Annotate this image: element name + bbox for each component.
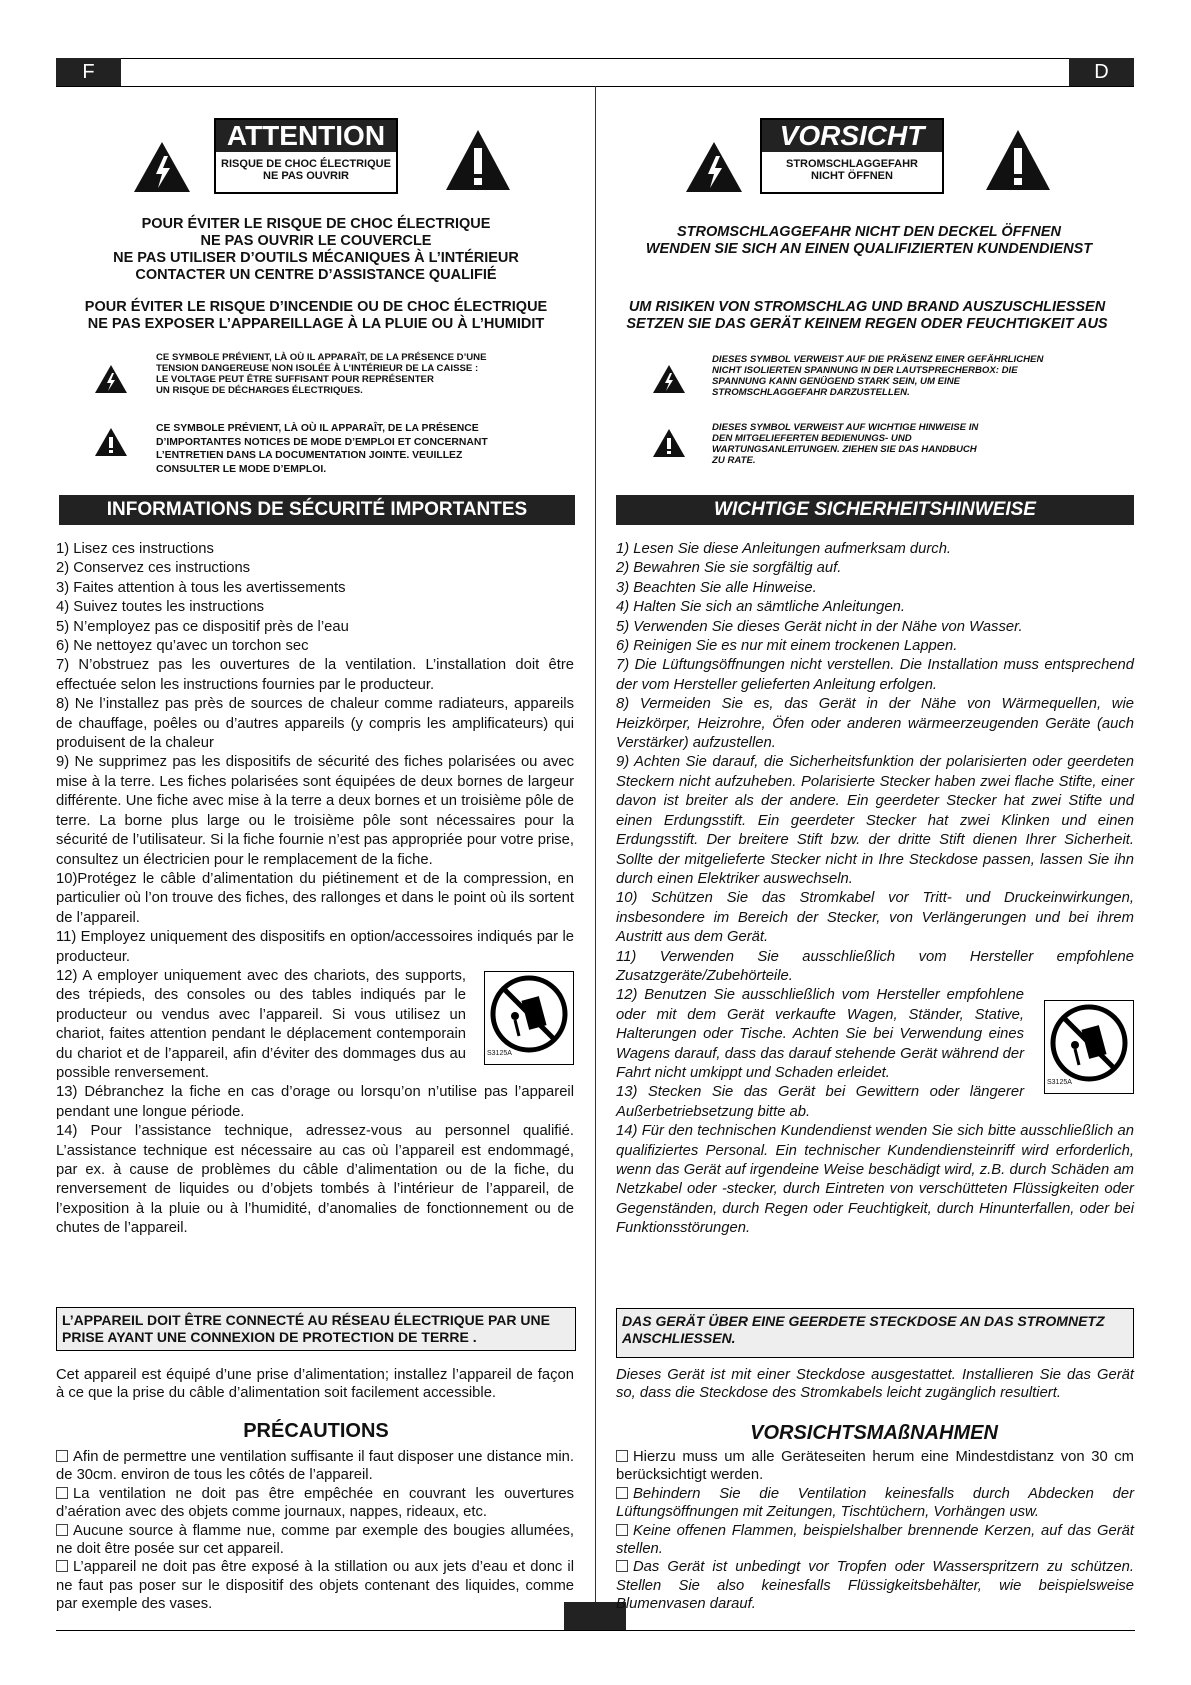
lightning-warning-icon bbox=[132, 140, 192, 194]
column-divider bbox=[595, 86, 596, 1631]
fire-instructions: POUR ÉVITER LE RISQUE D’INCENDIE OU DE CHOC ÉLECTRIQUE NE PAS EXPOSER L’APPAREILLAGE À LA PLUIE OU À L’HUMIDIT bbox=[84, 299, 548, 332]
lightning-symbol-icon bbox=[94, 364, 128, 394]
list-item: 3) Faites attention à tous les avertissements bbox=[56, 579, 346, 596]
exclamation-warning-icon bbox=[984, 128, 1052, 192]
ground-notice: L’APPAREIL DOIT ÊTRE CONNECTÉ AU RÉSEAU ÉLECTRIQUE PAR UNE PRISE AYANT UNE CONNEXION DE PROTECTION DE TERRE . bbox=[56, 1307, 576, 1351]
fire-instructions: UM RISIKEN VON STROMSCHLAG UND BRAND AUSZUSCHLIESSEN SETZEN SIE DAS GERÄT KEINEM REGEN ODER FEUCHTIGKEIT AUS bbox=[626, 299, 1108, 332]
precaution-item: Aucune source à flamme nue, comme par exemple des bougies allumées, ne doit être posée sur cet appareil. bbox=[56, 1522, 574, 1558]
list-item: 14) Pour l’assistance technique, adressez-vous au personnel qualifié. L’assistance technique est nécessaire au cas où l’appareil est endommagé, par ex. à cause de problèmes du câble d’alimentation ou de la fiche, du renversement de liquides ou d’objets tombés à l’intérieur de l’appareil, de l’exposition à la pluie ou à l’humidité, d’anomalies de fonctionnement ou de chutes de l’appareil. bbox=[56, 1123, 574, 1237]
list-item: 4) Halten Sie sich an sämtliche Anleitungen. bbox=[616, 599, 905, 616]
list-item: 3) Beachten Sie alle Hinweise. bbox=[616, 579, 817, 596]
list-item: 8) Ne l’installez pas près de sources de chaleur comme radiateurs, appareils de chauffage, poêles ou d’autres appareils (y compris les amplificateurs) qui produisent de la chaleur bbox=[56, 696, 574, 752]
safety-section-title: INFORMATIONS DE SÉCURITÉ IMPORTANTES bbox=[59, 495, 575, 525]
exclamation-symbol-text: CE SYMBOLE PRÉVIENT, LÀ OÙ IL APPARAÎT, DE LA PRÉSENCE D’IMPORTANTES NOTICES DE MODE D’EMPLOI ET CONCERNANT L’ENTRETIEN DANS LA DOCUMENTATION JOINTE. VEUILLEZ CONSULTER LE MODE D’EMPLOI. bbox=[156, 423, 488, 475]
precaution-item: L’appareil ne doit pas être exposé à la stillation ou aux jets d’eau et donc il ne faut pas poser sur le dispositif des objets contenant des liquides, comme par exemple des vases. bbox=[56, 1559, 574, 1613]
list-item: 8) Vermeiden Sie es, das Gerät in der Nähe von Wärmequellen, wie Heizkörper, Heizrohre, Öfen oder anderen wärmeerzeugenden Geräte (auch Verstärker) aufzustellen. bbox=[616, 696, 1134, 752]
cart-code: S3125A bbox=[487, 1049, 512, 1057]
ground-notice: DAS GERÄT ÜBER EINE GEERDETE STECKDOSE AN DAS STROMNETZ ANSCHLIESSEN. bbox=[616, 1308, 1134, 1358]
lightning-symbol-text: DIESES SYMBOL VERWEIST AUF DIE PRÄSENZ EINER GEFÄHRLICHEN NICHT ISOLIERTEN SPANNUNG IN DER LAUTSPRECHERBOX: DIE SPANNUNG KANN GENÜGEND STARK SEIN, UM EINE STROMSCHLAGGEFAHR DARZUSTELLEN. bbox=[712, 354, 1044, 398]
lightning-warning-icon bbox=[684, 140, 744, 194]
warning-sub2: NICHT ÖFFNEN bbox=[811, 170, 893, 182]
precautions-list bbox=[616, 1448, 1134, 1614]
exclamation-symbol-text: DIESES SYMBOL VERWEIST AUF WICHTIGE HINWEISE IN DEN MITGELIEFERTEN BEDIENUNGS- UND WARTUNGSANLEITUNGEN. ZIEHEN SIE DAS HANDBUCH ZU RATE. bbox=[712, 422, 979, 466]
precaution-item: La ventilation ne doit pas être empêchée en couvrant les ouvertures d’aération avec des objets comme journaux, nappes, rideaux, etc. bbox=[56, 1485, 574, 1521]
checkbox-square-icon bbox=[56, 1450, 68, 1462]
lang-tab-left: F bbox=[56, 58, 121, 86]
list-item: 10) Schützen Sie das Stromkabel vor Tritt- und Druckeinwirkungen, insbesondere im Bereich der Stecker, von Verlängerungen und bei ihrem Austritt aus dem Gerät. bbox=[616, 890, 1134, 946]
precaution-item: Afin de permettre une ventilation suffisante il faut disposer une distance min. de 30cm. environ de tous les côtés de l’appareil. bbox=[56, 1449, 574, 1484]
exclamation-symbol-icon bbox=[652, 428, 686, 458]
warning-sub2: NE PAS OUVRIR bbox=[263, 170, 349, 182]
list-item: 5) N’employez pas ce dispositif près de l’eau bbox=[56, 618, 349, 635]
list-item: 5) Verwenden Sie dieses Gerät nicht in der Nähe von Wasser. bbox=[616, 618, 1023, 635]
shock-instructions: STROMSCHLAGGEFAHR NICHT DEN DECKEL ÖFFNEN WENDEN SIE SICH AN EINEN QUALIFIZIERTEN KUNDENDIENST bbox=[645, 224, 1093, 257]
list-item: 1) Lisez ces instructions bbox=[56, 541, 214, 557]
language-bar bbox=[56, 58, 1134, 86]
safety-list bbox=[56, 540, 574, 1239]
lightning-symbol-text: CE SYMBOLE PRÉVIENT, LÀ OÙ IL APPARAÎT, DE LA PRÉSENCE D’UNE TENSION DANGEREUSE NON ISOLÉE À L’INTÉRIEUR DE LA CAISSE : LE VOLTAGE PEUT ÊTRE SUFFISANT POUR REPRÉSENTER UN RISQUE DE DÉCHARGES ÉLECTRIQUES. bbox=[156, 352, 487, 396]
warning-sub1: STROMSCHLAGGEFAHR bbox=[786, 158, 918, 170]
list-item: 13) Débranchez la fiche en cas d’orage ou lorsqu’on n’utilise pas l’appareil pendant une longue période. bbox=[56, 1084, 574, 1120]
plug-paragraph: Dieses Gerät ist mit einer Steckdose ausgestattet. Installieren Sie das Gerät so, dass die Steckdose des Stromkabels leicht zugänglich resultiert. bbox=[616, 1367, 1134, 1402]
list-item: 7) N’obstruez pas les ouvertures de la ventilation. L’installation doit être effectuée selon les instructions fournies par le producteur. bbox=[56, 657, 574, 693]
checkbox-square-icon bbox=[616, 1450, 628, 1462]
precaution-item: Keine offenen Flammen, beispielshalber brennende Kerzen, auf das Gerät stellen. bbox=[616, 1522, 1134, 1558]
list-item: 9) Achten Sie darauf, die Sicherheitsfunktion der polarisierten oder geerdeten Steckern nicht aufzuheben. Polarisierte Stecker haben zwei flache Stifte, einer davon ist breiter als der andere. Ein geerdeter Stecker hat zwei Stifte und einen Erdungsstift. Ein geerdeter Stecker hat zwei Klinken und einen Erdungsstift. Der breitere Stift bzw. der dritte Stift dienen Ihrer Sicherheit. Sollte der mitgelieferte Stecker nicht in Ihre Steckdose passen, lassen Sie ihn durch einen Elektriker auswechseln. bbox=[616, 754, 1134, 887]
list-item: 7) Die Lüftungsöffnungen nicht verstellen. Die Installation muss entsprechend der vom Hersteller gelieferten Anleitung erfolgen. bbox=[616, 657, 1134, 693]
plug-paragraph: Cet appareil est équipé d’une prise d’alimentation; installez l’appareil de façon à ce que la prise du câble d’alimentation soit facilement accessible. bbox=[56, 1367, 574, 1402]
list-item: 6) Ne nettoyez qu’avec un torchon sec bbox=[56, 638, 309, 655]
list-item: 1) Lesen Sie diese Anleitungen aufmerksam durch. bbox=[616, 541, 952, 557]
precautions-list bbox=[56, 1448, 574, 1614]
warning-title: VORSICHT bbox=[762, 120, 942, 152]
lang-tab-right: D bbox=[1069, 58, 1134, 86]
list-item: 11) Verwenden Sie ausschließlich vom Hersteller empfohlene Zusatzgeräte/Zubehörteile. bbox=[616, 948, 1134, 984]
precaution-item: Das Gerät ist unbedingt vor Tropfen oder Wasserspritzern zu schützen. Stellen Sie also keinesfalls Flüssigkeitsbehälter, wie beispielsweise Blumenvasen darauf. bbox=[616, 1559, 1134, 1613]
precaution-item: Behindern Sie die Ventilation keinesfalls durch Abdecken der Lüftungsöffnungen mit Zeitungen, Tischtüchern, Vorhängen usw. bbox=[616, 1485, 1134, 1521]
list-item: 11) Employez uniquement des dispositifs en option/accessoires indiqués par le producteur. bbox=[56, 929, 574, 965]
list-item: 13) Stecken Sie das Gerät bei Gewittern oder längerer Außerbetriebsetzung bitte ab. bbox=[616, 1084, 1024, 1120]
exclamation-symbol-icon bbox=[94, 427, 128, 457]
warning-label-box bbox=[214, 118, 398, 194]
checkbox-square-icon bbox=[56, 1524, 68, 1536]
bottom-rule bbox=[56, 1630, 1135, 1631]
safety-list bbox=[616, 540, 1134, 1239]
warning-label-box bbox=[760, 118, 944, 194]
checkbox-square-icon bbox=[616, 1487, 628, 1499]
precaution-item: Hierzu muss um alle Geräteseiten herum eine Mindestdistanz von 30 cm berücksichtigt werden. bbox=[616, 1449, 1134, 1484]
lightning-symbol-icon bbox=[652, 364, 686, 394]
exclamation-warning-icon bbox=[444, 128, 512, 192]
precautions-title: PRÉCAUTIONS bbox=[243, 1420, 389, 1442]
checkbox-square-icon bbox=[56, 1487, 68, 1499]
list-item: 12) A employer uniquement avec des chariots, des supports, des trépieds, des consoles ou des tables indiqués par le producteur ou vendus avec l’appareil. Si vous utilisez un chariot, faites attention pendant le déplacement contemporain du chariot et de l’appareil, afin d’éviter des dommages dus au possible renversement. bbox=[56, 967, 466, 1081]
list-item: 6) Reinigen Sie es nur mit einem trockenen Lappen. bbox=[616, 638, 958, 655]
list-item: 2) Bewahren Sie sie sorgfältig auf. bbox=[616, 560, 842, 577]
cart-warning-symbol bbox=[1044, 1000, 1134, 1094]
checkbox-square-icon bbox=[56, 1560, 68, 1572]
list-item: 12) Benutzen Sie ausschließlich vom Hersteller empfohlene oder mit dem Gerät verkaufte Wagen, Ständer, Stative, Halterungen oder Tische. Achten Sie bei Verwendung eines Wagens darauf, dass das darauf stehende Gerät während der Fahrt nicht umkippt und Schaden erleidet. bbox=[616, 987, 1024, 1081]
list-item: 2) Conservez ces instructions bbox=[56, 560, 251, 577]
list-item: 10)Protégez le câble d’alimentation du piétinement et de la compression, en particulier où l’on trouve des fiches, des rallonges et dans le point où ils sortent de l’appareil. bbox=[56, 870, 574, 926]
list-item: 4) Suivez toutes les instructions bbox=[56, 599, 265, 616]
warning-title: ATTENTION bbox=[216, 120, 396, 152]
checkbox-square-icon bbox=[616, 1560, 628, 1572]
checkbox-square-icon bbox=[616, 1524, 628, 1536]
shock-instructions: POUR ÉVITER LE RISQUE DE CHOC ÉLECTRIQUE NE PAS OUVRIR LE COUVERCLE NE PAS UTILISER D’OUTILS MÉCANIQUES À L’INTÉRIEUR CONTACTER UN CENTRE D’ASSISTANCE QUALIFIÉ bbox=[113, 216, 519, 283]
list-item: 14) Für den technischen Kundendienst wenden Sie sich bitte ausschließlich an qualifiziertes Personal. Ein technischer Kundendiensteinriff wird erforderlich, wenn das Gerät auf irgendeine Weise beschädigt wird, z.B. durch Schäden am Netzkabel oder -stecker, durch Eintreten von verschütteten Flüssigkeiten oder Gegenständen, durch Regen oder Feuchtigkeit, durch Hinunterfallen, oder bei Funktionsstörungen. bbox=[616, 1123, 1134, 1237]
list-item: 9) Ne supprimez pas les dispositifs de sécurité des fiches polarisées ou avec mise à la terre. Les fiches polarisées sont équipées de deux bornes de largeur différente. Une fiche avec mise à la terre a deux bornes et un troisième pôle de terre. La borne plus large ou le troisième pôle sont nécessaires pour la sécurité de l’utilisateur. Si la fiche fournie n’est pas appropriée pour votre prise, consultez un électricien pour le remplacement de la fiche. bbox=[56, 754, 574, 868]
cart-warning-symbol bbox=[484, 971, 574, 1065]
cart-code: S3125A bbox=[1047, 1078, 1072, 1086]
warning-sub1: RISQUE DE CHOC ÉLECTRIQUE bbox=[221, 158, 391, 170]
safety-section-title: WICHTIGE SICHERHEITSHINWEISE bbox=[616, 495, 1134, 525]
precautions-title: VORSICHTSMAßNAHMEN bbox=[750, 1422, 998, 1444]
